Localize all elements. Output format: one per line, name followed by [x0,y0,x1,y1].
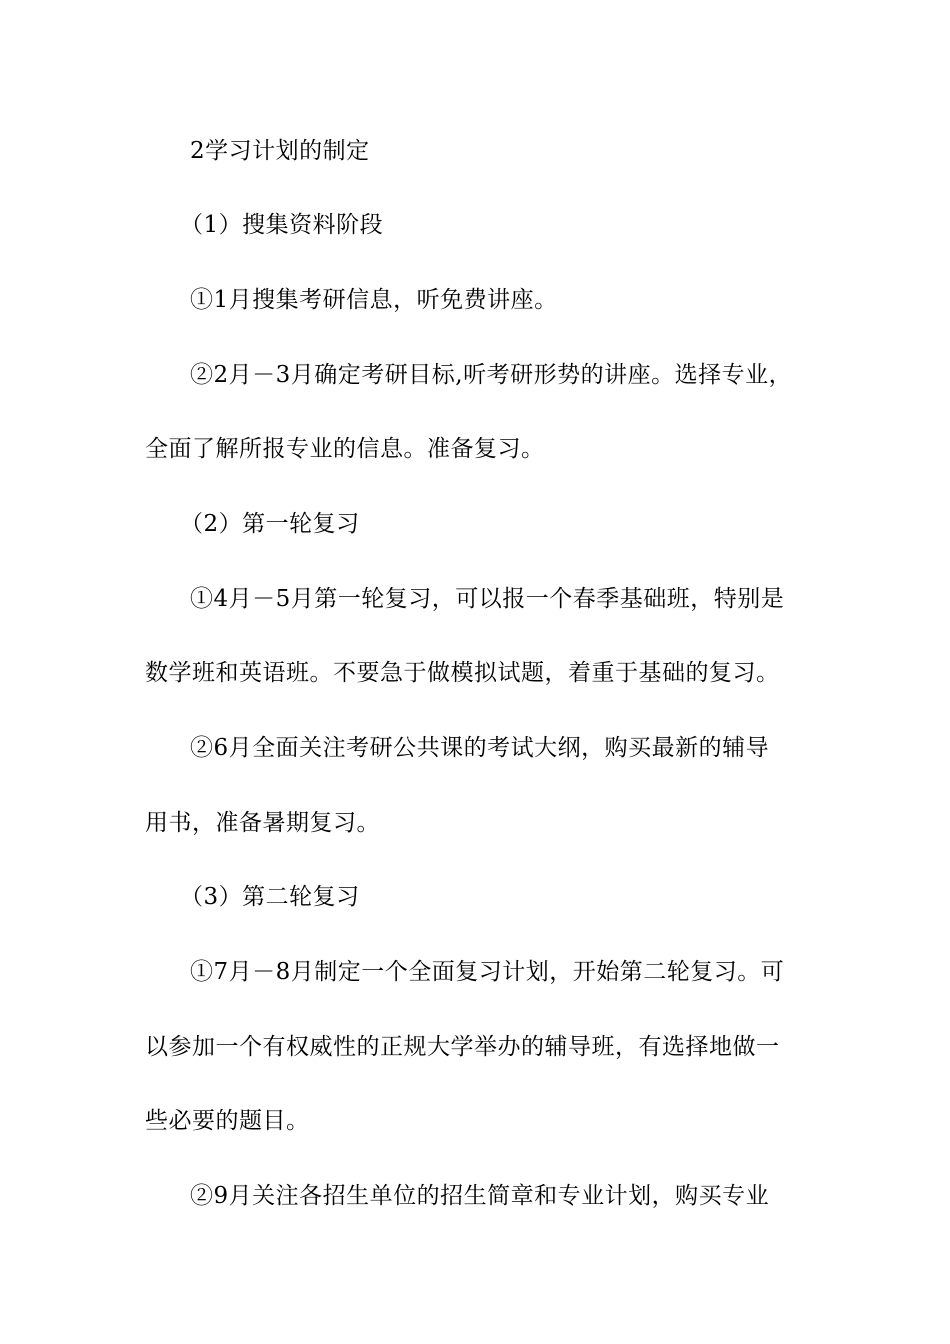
paragraph-line: ①4月－5月第一轮复习，可以报一个春季基础班，特别是 [190,586,785,612]
paragraph-line: 全面了解所报专业的信息。准备复习。 [145,436,545,462]
paragraph-line: ①7月－8月制定一个全面复习计划，开始第二轮复习。可 [190,959,785,985]
paragraph-line: 用书，准备暑期复习。 [145,810,380,836]
subsection-title-first-round: （2）第一轮复习 [180,511,360,537]
paragraph-line: ①1月搜集考研信息，听免费讲座。 [190,287,558,313]
paragraph-line: 以参加一个有权威性的正规大学举办的辅导班，有选择地做一 [145,1034,780,1060]
subsection-title-collect: （1）搜集资料阶段 [180,212,384,238]
paragraph-line: ②9月关注各招生单位的招生简章和专业计划，购买专业 [190,1183,770,1209]
paragraph-line: 些必要的题目。 [145,1108,310,1134]
paragraph-line: ②6月全面关注考研公共课的考试大纲，购买最新的辅导 [190,735,770,761]
subsection-title-second-round: （3）第二轮复习 [180,884,360,910]
paragraph-line: 数学班和英语班。不要急于做模拟试题，着重于基础的复习。 [145,660,780,686]
paragraph-line: ②2月－3月确定考研目标,听考研形势的讲座。选择专业， [190,362,793,388]
section-heading: 2学习计划的制定 [190,138,370,164]
